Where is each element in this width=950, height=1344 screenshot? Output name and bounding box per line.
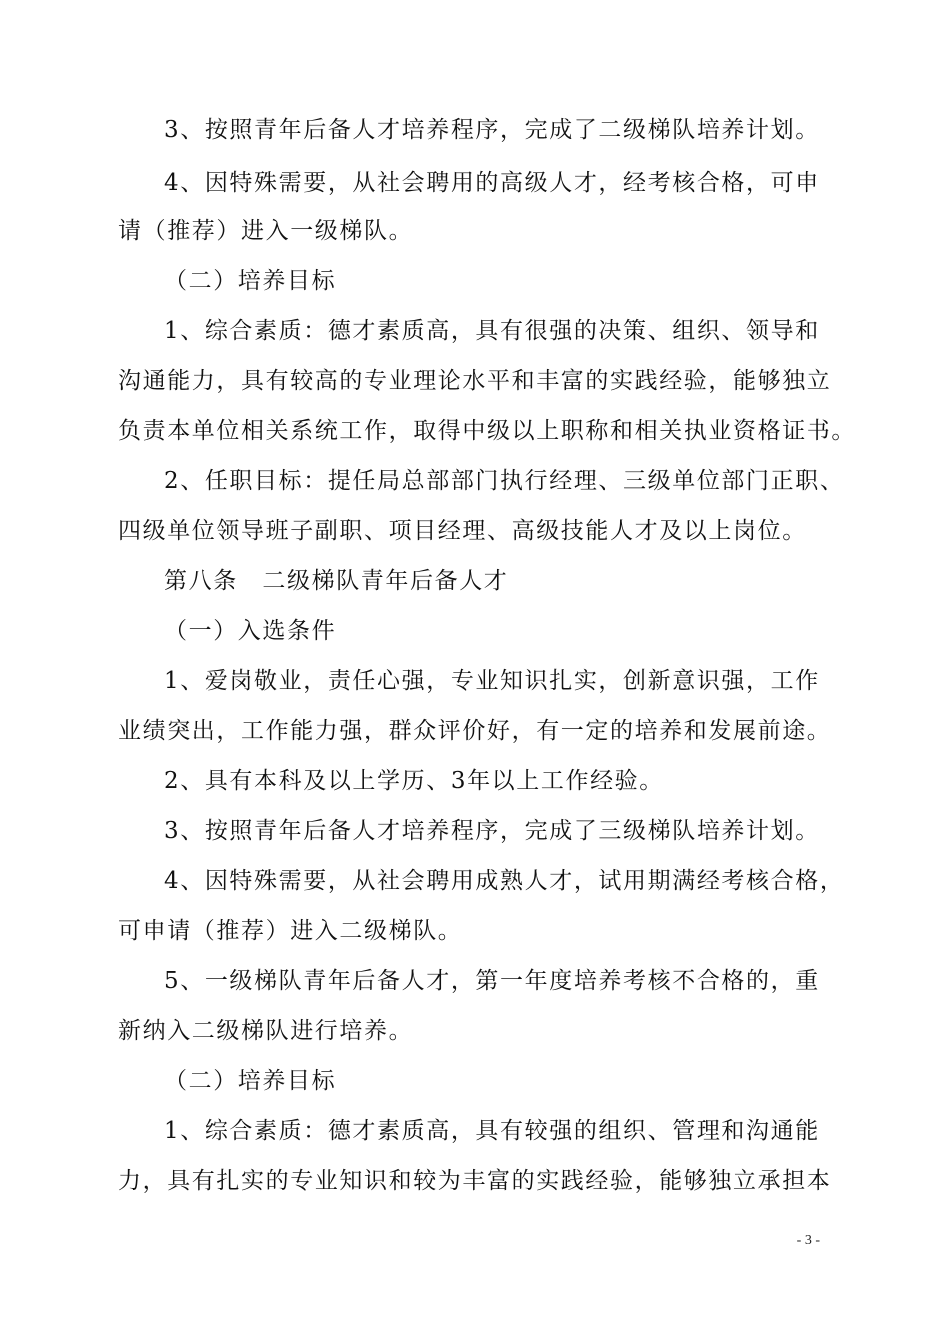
page-number: - 3 - — [796, 1233, 820, 1248]
section-heading: （二）培养目标 — [164, 268, 337, 294]
article-heading: 第八条 二级梯队青年后备人才 — [164, 568, 509, 594]
paragraph-line: 3、按照青年后备人才培养程序，完成了三级梯队培养计划。 — [164, 818, 820, 844]
paragraph-line: 4、因特殊需要，从社会聘用成熟人才，试用期满经考核合格， — [164, 868, 845, 894]
paragraph-line: 力，具有扎实的专业知识和较为丰富的实践经验，能够独立承担本 — [118, 1168, 832, 1194]
paragraph-line: 负责本单位相关系统工作，取得中级以上职称和相关执业资格证书。 — [118, 418, 856, 444]
section-heading: （二）培养目标 — [164, 1068, 337, 1094]
paragraph-line: 可申请（推荐）进入二级梯队。 — [118, 918, 463, 944]
paragraph-line: 业绩突出，工作能力强，群众评价好，有一定的培养和发展前途。 — [118, 718, 832, 744]
paragraph-line: 4、因特殊需要，从社会聘用的高级人才，经考核合格，可申 — [164, 170, 820, 196]
paragraph-line: 1、综合素质：德才素质高，具有较强的组织、管理和沟通能 — [164, 1118, 820, 1144]
paragraph-line: 1、综合素质：德才素质高，具有很强的决策、组织、领导和 — [164, 318, 820, 344]
paragraph-line: 5、一级梯队青年后备人才，第一年度培养考核不合格的，重 — [164, 968, 820, 994]
paragraph-line: 新纳入二级梯队进行培养。 — [118, 1018, 414, 1044]
paragraph-line: 2、具有本科及以上学历、3年以上工作经验。 — [164, 768, 664, 794]
paragraph-line: 2、任职目标：提任局总部部门执行经理、三级单位部门正职、 — [164, 468, 845, 494]
paragraph-line: 四级单位领导班子副职、项目经理、高级技能人才及以上岗位。 — [118, 518, 807, 544]
section-heading: （一）入选条件 — [164, 618, 337, 644]
paragraph-line: 3、按照青年后备人才培养程序，完成了二级梯队培养计划。 — [164, 117, 820, 143]
paragraph-line: 1、爱岗敬业，责任心强，专业知识扎实，创新意识强，工作 — [164, 668, 820, 694]
paragraph-line: 请（推荐）进入一级梯队。 — [118, 218, 414, 244]
paragraph-line: 沟通能力，具有较高的专业理论水平和丰富的实践经验，能够独立 — [118, 368, 832, 394]
